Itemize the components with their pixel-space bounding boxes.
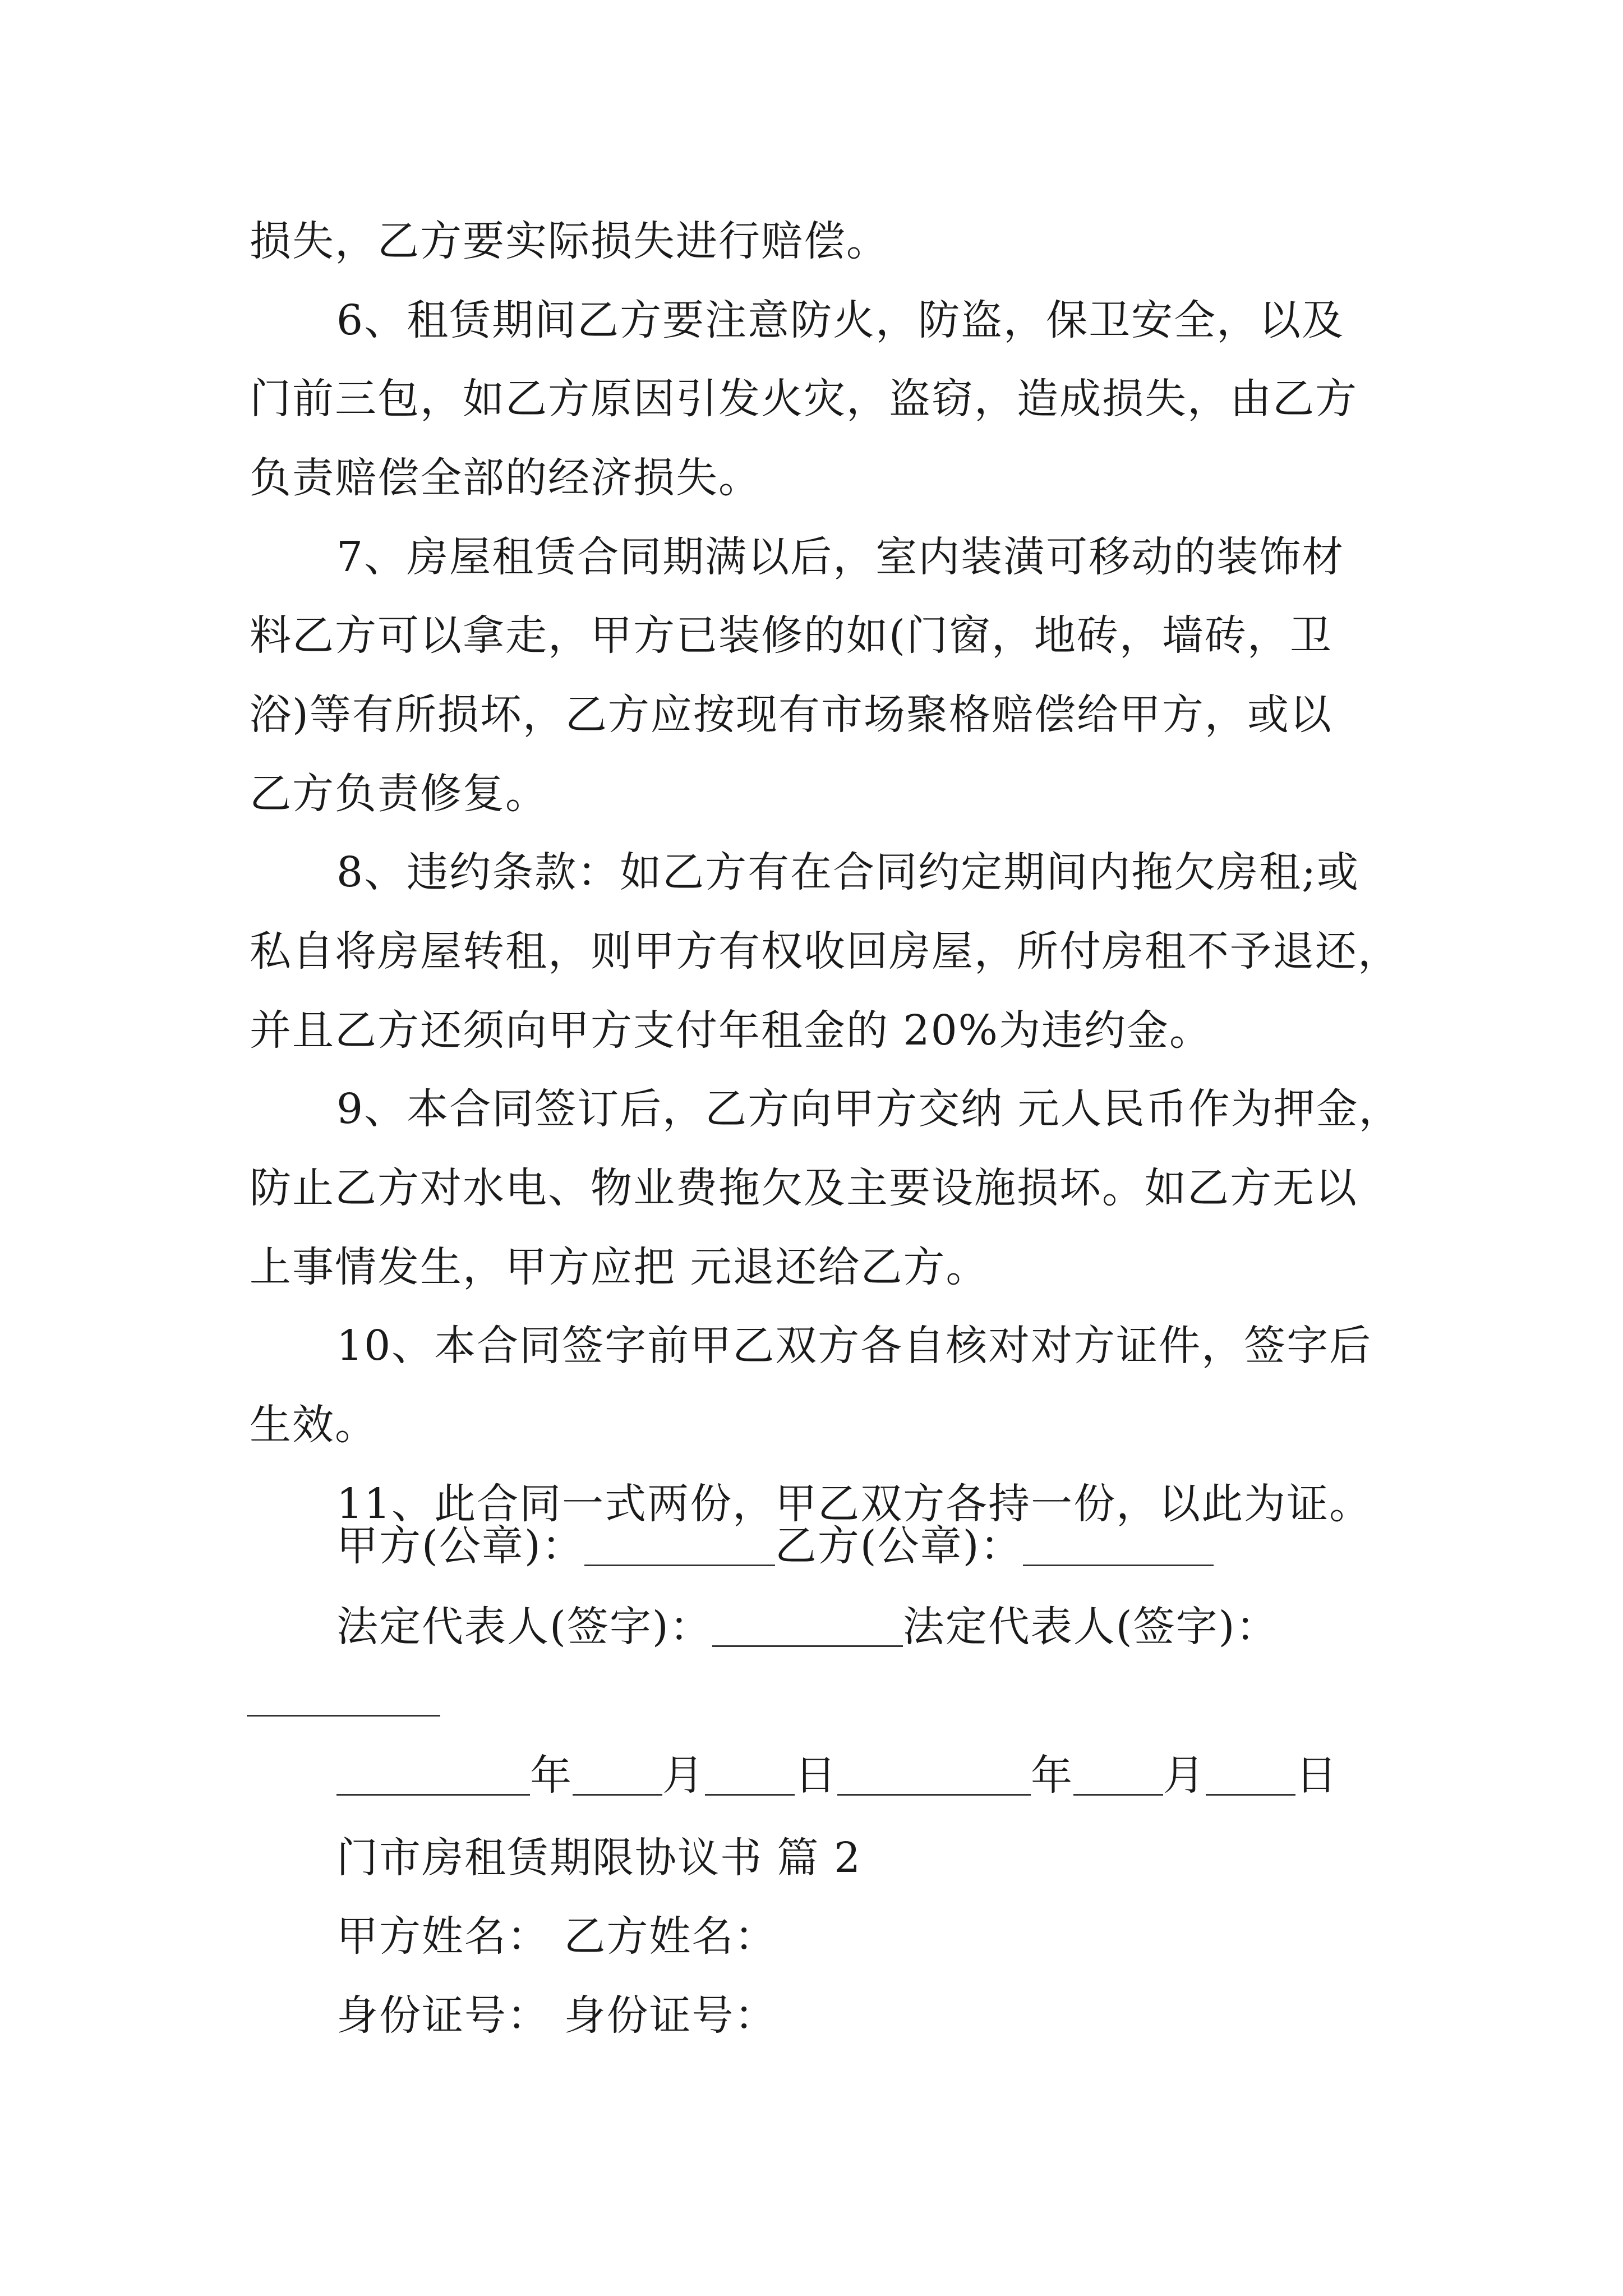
paragraph-line: 门前三包，如乙方原因引发火灾，盗窃，造成损失，由乙方	[250, 375, 1358, 423]
year-b-blank	[837, 1755, 1031, 1796]
year-b-label: 年	[1031, 1751, 1073, 1800]
paragraph-line: 浴)等有所损坏，乙方应按现有市场聚格赔偿给甲方，或以	[250, 691, 1332, 739]
paragraph-line: 负责赔偿全部的经济损失。	[250, 454, 761, 502]
legal-rep-a-blank	[712, 1606, 903, 1647]
month-a-blank	[573, 1755, 662, 1796]
date-signature-line	[336, 1747, 1338, 1803]
party-b-seal-blank	[1023, 1525, 1214, 1566]
legal-rep-signature-line	[336, 1599, 1279, 1655]
month-b-label: 月	[1163, 1751, 1206, 1800]
month-b-blank	[1073, 1755, 1163, 1796]
legal-rep-a-label: 法定代表人(签字)：	[336, 1603, 712, 1651]
legal-rep-b-blank	[247, 1715, 440, 1717]
party-a-seal-blank	[584, 1525, 775, 1566]
day-a-blank	[705, 1755, 795, 1796]
day-b-blank	[1206, 1755, 1295, 1796]
paragraph-line: 并且乙方还须向甲方支付年租金的 20%为违约金。	[250, 1006, 1212, 1055]
paragraph-line: 6、租赁期间乙方要注意防火，防盗，保卫安全，以及	[336, 296, 1345, 344]
party-b-seal-label: 乙方(公章)：	[774, 1522, 1023, 1570]
paragraph-line: 8、违约条款：如乙方有在合同约定期间内拖欠房租;或	[336, 848, 1360, 896]
year-a-label: 年	[530, 1751, 573, 1800]
paragraph-line: 防止乙方对水电、物业费拖欠及主要设施损坏。如乙方无以	[250, 1164, 1358, 1212]
year-a-blank	[336, 1755, 530, 1796]
party-a-seal-label: 甲方(公章)：	[336, 1522, 584, 1570]
legal-rep-b-label: 法定代表人(签字)：	[902, 1603, 1279, 1651]
paragraph-line: 生效。	[250, 1401, 377, 1449]
id-numbers-line: 身份证号： 身份证号：	[336, 1991, 777, 2040]
paragraph-line: 10、本合同签字前甲乙双方各自核对对方证件，签字后	[336, 1322, 1372, 1370]
section-title: 门市房租赁期限协议书 篇 2	[336, 1834, 862, 1882]
month-a-label: 月	[662, 1751, 705, 1800]
paragraph-line: 7、房屋租赁合同期满以后，室内装潢可移动的装饰材	[336, 533, 1345, 581]
day-a-label: 日	[795, 1751, 837, 1800]
paragraph-line: 上事情发生，甲方应把 元退还给乙方。	[250, 1243, 989, 1291]
day-b-label: 日	[1295, 1751, 1338, 1800]
paragraph-line: 9、本合同签订后，乙方向甲方交纳 元人民币作为押金，	[336, 1085, 1401, 1133]
paragraph-line: 私自将房屋转租，则甲方有权收回房屋，所付房租不予退还，	[250, 927, 1400, 976]
seal-signature-line	[336, 1518, 1214, 1574]
paragraph-line: 损失，乙方要实际损失进行赔偿。	[250, 217, 889, 265]
paragraph-line: 11、此合同一式两份，甲乙双方各持一份，以此为证。	[336, 1480, 1372, 1528]
paragraph-line: 乙方负责修复。	[250, 770, 548, 818]
party-names-line: 甲方姓名： 乙方姓名：	[336, 1912, 777, 1961]
paragraph-line: 料乙方可以拿走，甲方已装修的如(门窗，地砖，墙砖，卫	[250, 611, 1332, 660]
